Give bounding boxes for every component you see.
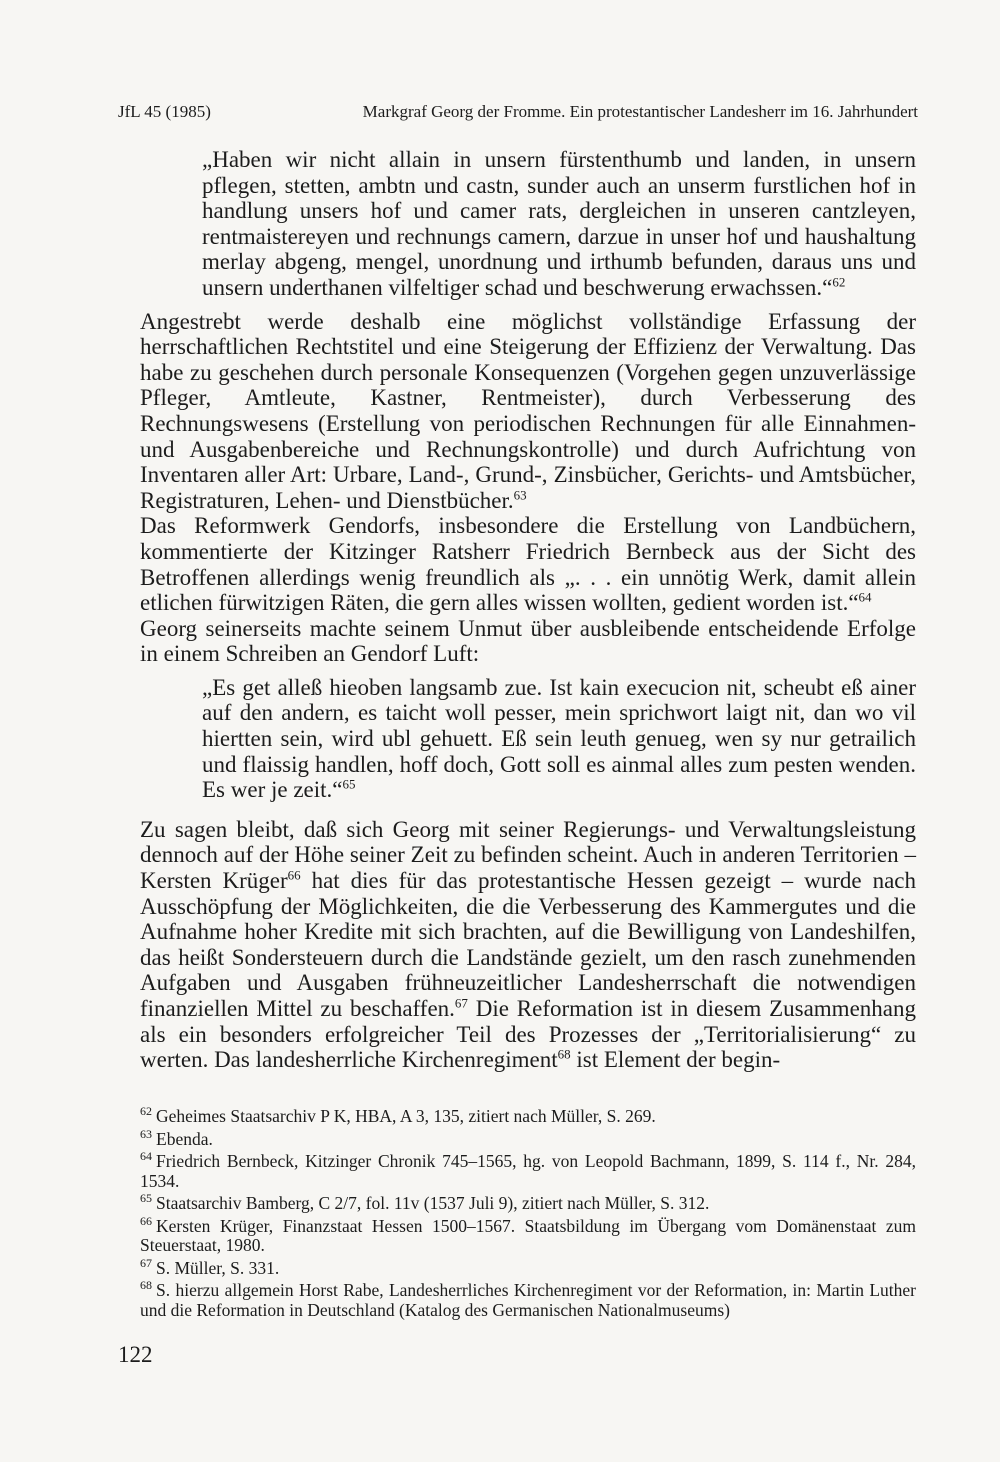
footnote-64: $^{64}$ Friedrich Bernbeck, Kitzinger Chronik 745–1565, hg. von Leopold Bachmann, 1899, S. 114 f., Nr. 284, 1534. xyxy=(140,1149,916,1191)
paragraph-3: Georg seinerseits machte seinem Unmut über ausbleibende entscheidende Erfolge in einem Schreiben an Gendorf Luft: xyxy=(140,615,916,667)
journal-reference: JfL 45 (1985) xyxy=(118,102,211,121)
running-title: Markgraf Georg der Fromme. Ein protestantischer Landesherr im 16. Jahrhundert xyxy=(362,102,918,121)
main-text xyxy=(140,147,916,1073)
block-quote-2: „Es get alleß hieoben langsamb zue. Ist kain execucion nit, scheubt eß ainer auf den andern, es taicht woll pesser, mein sprichwort laigt nit, dan wo vil hiertten sein, wird ubl gehuett. Eß sein leuth genueg, wen sy nur getrailich und flaissig handlen, hoff doch, Gott soll es ainmal alles zum pesten wenden. Es wer je zeit.“$^{65}$ xyxy=(202,674,916,803)
page-number: 122 xyxy=(118,1342,153,1367)
footnote-ref-64[interactable]: 64 xyxy=(858,589,872,605)
footnote-68: $^{68}$ S. hierzu allgemein Horst Rabe, Landesherrliches Kirchenregiment vor der Reformation, in: Martin Luther und die Reformation in Deutschland (Katalog des Germanischen Nationalmuseums) xyxy=(140,1278,916,1320)
block-quote-1: „Haben wir nicht allain in unsern fürstenthumb und landen, in unsern pflegen, stetten, ambtn und castn, sunder auch an unserm furstlichen hof in handlung unsers hof und camer rats, dergleichen in unseren cantzleyen, rentmaistereyen und rechnungs camern, darzue in unser hof und haushaltung merlay abgeng, mengel, unordnung und irthumb befunden, daraus uns und unsern underthanen vilfeltiger schad und beschwerung erwachssen.“$^{62}$ xyxy=(202,147,916,300)
footnote-ref-68[interactable]: 68 xyxy=(557,1046,571,1062)
footnote-67: $^{67}$ S. Müller, S. 331. xyxy=(140,1255,280,1278)
footnote-63: $^{63}$ Ebenda. xyxy=(140,1126,213,1149)
footnotes xyxy=(140,1104,916,1323)
paragraph-1: Angestrebt werde deshalb eine möglichst vollständige Erfassung der herrschaftlichen Rechtstitel und eine Steigerung der Effizienz der Verwaltung. Das habe zu geschehen durch personale Konsequenzen (Vorgehen gegen unzuverlässige Pfleger, Amtleute, Kastner, Rentmeister), durch Verbesserung des Rechnungswesens (Erstellung von periodischen Rechnungen für alle Einnahmen- und Ausgabenbereiche und Rechnungskontrolle) und durch Aufrichtung von Inventaren aller Art: Urbare, Land-, Grund-, Zinsbücher, Gerichts- und Amtsbücher, Registraturen, Lehen- und Dienstbücher.$^{63}$ xyxy=(140,308,916,513)
footnote-62: $^{62}$ Geheimes Staatsarchiv P K, HBA, A 3, 135, zitiert nach Müller, S. 269. xyxy=(140,1104,656,1126)
paragraph-2: Das Reformwerk Gendorfs, insbesondere die Erstellung von Landbüchern, kommentierte der Kitzinger Ratsherr Friedrich Bernbeck aus der Sicht des Betroffenen allerdings wenig freundlich als „. . . ein unnötig Werk, damit allein etlichen fürwitzigen Räten, die gern alles wissen wollten, gedient worden ist.“$^{64}$ xyxy=(140,513,916,616)
footnote-ref-62[interactable]: 62 xyxy=(832,274,846,290)
footnote-ref-67[interactable]: 67 xyxy=(454,995,468,1011)
footnote-ref-65[interactable]: 65 xyxy=(342,776,356,792)
running-header xyxy=(118,102,918,122)
footnote-66: $^{66}$ Kersten Krüger, Finanzstaat Hessen 1500–1567. Staatsbildung im Übergang vom Domänenstaat zum Steuerstaat, 1980. xyxy=(140,1213,916,1255)
paragraph-4: Zu sagen bleibt, daß sich Georg mit seiner Regierungs- und Verwaltungsleistung dennoch auf der Höhe seiner Zeit zu befinden scheint. Auch in anderen Territorien – Kersten Krüger$^{66}$ hat dies für das protestantische Hessen gezeigt – wurde nach Ausschöpfung der Möglichkeiten, die die Verbesserung des Kammergutes und die Aufnahme hoher Kredite mit sich brachten, auf die Bewilligung von Landeshilfen, das heißt Sondersteuern durch die Landstände gezielt, um den rasch zunehmenden Aufgaben und Ausgaben frühneuzeitlicher Landesherrschaft die notwendigen finanziellen Mittel zu beschaffen.$^{67}$ Die Reformation ist in diesem Zusammenhang als ein besonders erfolgreicher Teil des Prozesses der „Territorialisierung“ zu werten. Das landesherrliche Kirchenregiment$^{68}$ ist Element der begin- xyxy=(140,816,916,1073)
footnote-65: $^{65}$ Staatsarchiv Bamberg, C 2/7, fol. 11v (1537 Juli 9), zitiert nach Müller, S. 312. xyxy=(140,1191,710,1213)
footnote-ref-63[interactable]: 63 xyxy=(513,487,527,503)
footnote-ref-66[interactable]: 66 xyxy=(287,867,301,883)
